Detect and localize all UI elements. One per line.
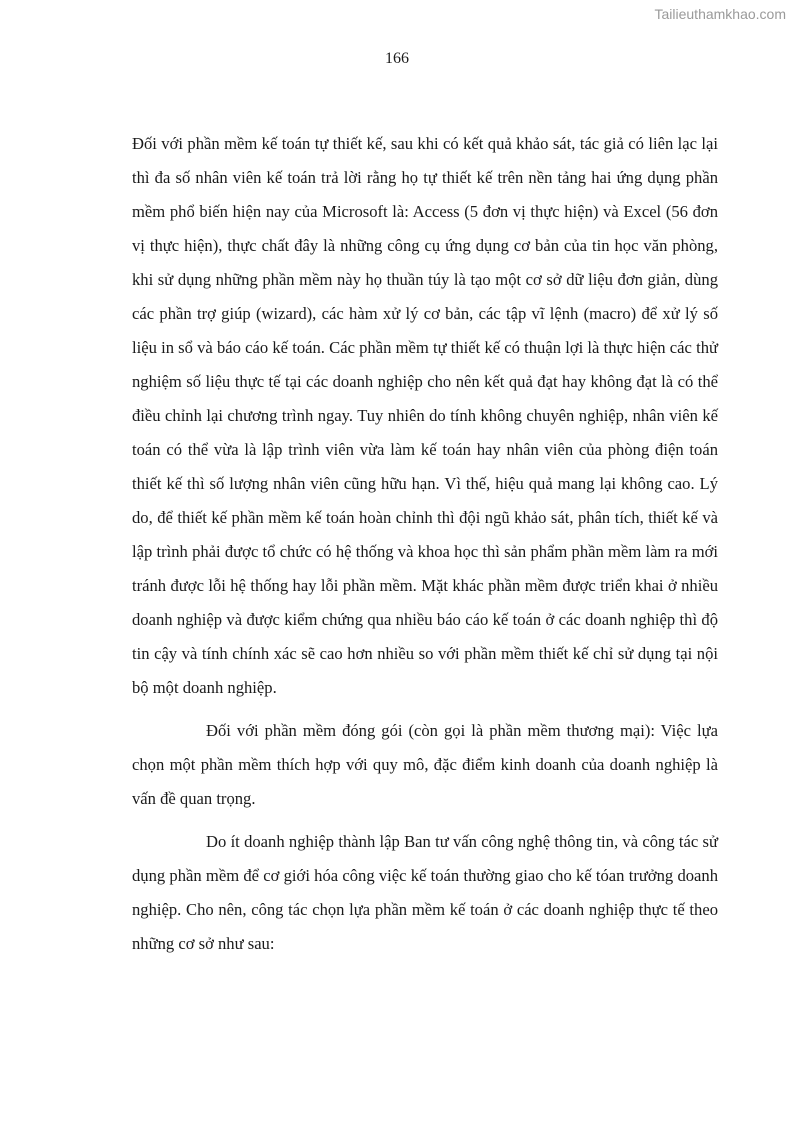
paragraph-selection-basis: Do ít doanh nghiệp thành lập Ban tư vấn công nghệ thông tin, và công tác sử dụng phần mềm để cơ giới hóa công việc kế toán thường giao cho kế tóan trưởng doanh nghiệp. Cho nên, công tác chọn lựa phần mềm kế toán ở các doanh nghiệp thực tế theo những cơ sở như sau:: [132, 832, 718, 953]
document-body: [132, 127, 718, 961]
paragraph-self-designed-software: Đối với phần mềm kế toán tự thiết kế, sau khi có kết quả khảo sát, tác giả có liên lạc lại thì đa số nhân viên kế toán trả lời rằng họ tự thiết kế trên nền tảng hai ứng dụng phần mềm phổ biến hiện nay của Microsoft là: Access (5 đơn vị thực hiện) và Excel (56 đơn vị thực hiện), thực chất đây là những công cụ ứng dụng cơ bản của tin học văn phòng, khi sử dụng những phần mềm này họ thuần túy là tạo một cơ sở dữ liệu đơn giản, dùng các phần trợ giúp (wizard), các hàm xử lý cơ bản, các tập vĩ lệnh (macro) để xử lý số liệu in sổ và báo cáo kế toán. Các phần mềm tự thiết kế có thuận lợi là thực hiện các thử nghiệm số liệu thực tế tại các doanh nghiệp cho nên kết quả đạt hay không đạt là có thể điều chỉnh lại chương trình ngay. Tuy nhiên do tính không chuyên nghiệp, nhân viên kế toán có thể vừa là lập trình viên vừa làm kế toán hay nhân viên của phòng điện toán thiết kế thì số lượng nhân viên cũng hữu hạn. Vì thế, hiệu quả mang lại không cao. Lý do, để thiết kế phần mềm kế toán hoàn chỉnh thì đội ngũ khảo sát, phân tích, thiết kế và lập trình phải được tổ chức có hệ thống và khoa học thì sản phẩm phần mềm làm ra mới tránh được lỗi hệ thống hay lỗi phần mềm. Mặt khác phần mềm được triển khai ở nhiều doanh nghiệp và được kiểm chứng qua nhiều báo cáo kế toán ở các doanh nghiệp thì độ tin cậy và tính chính xác sẽ cao hơn nhiều so với phần mềm thiết kế chỉ sử dụng tại nội bộ một doanh nghiệp.: [132, 134, 718, 697]
page-number: 166: [385, 50, 409, 67]
paragraph-packaged-software: Đối với phần mềm đóng gói (còn gọi là phần mềm thương mại): Việc lựa chọn một phần mềm thích hợp với quy mô, đặc điểm kinh doanh của doanh nghiệp là vấn đề quan trọng.: [132, 721, 718, 808]
watermark: Tailieuthamkhao.com: [654, 6, 786, 22]
